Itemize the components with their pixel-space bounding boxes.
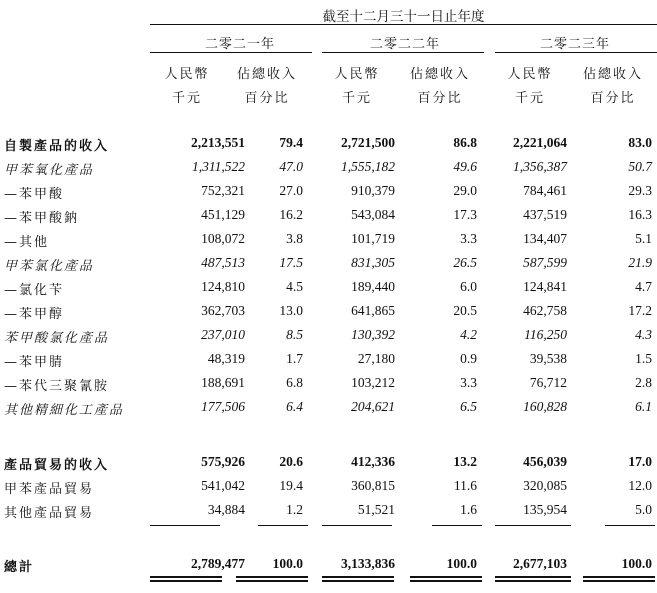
col-header-rmb: 人民幣	[164, 67, 210, 82]
cell-value: 320,085	[523, 478, 567, 493]
row-label: —氯化苄	[4, 283, 65, 298]
table-row	[0, 375, 657, 397]
cell-value: 1,555,182	[341, 159, 395, 174]
cell-value: 360,815	[351, 478, 395, 493]
cell-value: 451,129	[201, 207, 245, 222]
table-row	[0, 327, 657, 349]
cell-value: 21.9	[628, 255, 652, 270]
table-row	[0, 502, 657, 524]
cell-value: 13.2	[453, 454, 477, 469]
cell-value: 0.9	[460, 351, 477, 366]
table-row	[0, 135, 657, 157]
cell-value: 12.0	[628, 478, 652, 493]
cell-value: 1,311,522	[192, 159, 245, 174]
double-rule	[322, 576, 394, 582]
cell-value: 462,758	[523, 303, 567, 318]
double-rule	[410, 576, 482, 582]
row-label: 甲苯氯化產品	[4, 259, 95, 274]
cell-value: 6.4	[286, 399, 303, 414]
row-label: 苯甲酸氯化產品	[4, 331, 110, 346]
cell-value: 189,440	[351, 279, 395, 294]
cell-value: 3.3	[460, 375, 477, 390]
table-row	[0, 159, 657, 181]
table-row	[0, 231, 657, 253]
cell-value: 34,884	[207, 502, 245, 517]
cell-value: 6.5	[460, 399, 477, 414]
cell-value: 116,250	[524, 327, 567, 342]
total-value: 100.0	[446, 556, 477, 571]
cell-value: 86.8	[453, 135, 477, 150]
row-label: 產品貿易的收入	[4, 458, 110, 473]
year-rule-2022	[322, 52, 484, 53]
cell-value: 541,042	[201, 478, 245, 493]
sum-rule	[495, 525, 571, 526]
year-rule-2023	[495, 52, 657, 53]
col-header-percent: 百分比	[244, 91, 290, 106]
total-value: 100.0	[272, 556, 303, 571]
double-rule	[236, 576, 308, 582]
table-row	[0, 399, 657, 421]
cell-value: 16.2	[279, 207, 303, 222]
total-label: 總計	[4, 560, 35, 575]
cell-value: 3.8	[286, 231, 303, 246]
header-rule	[150, 24, 657, 25]
cell-value: 27,180	[357, 351, 395, 366]
cell-value: 51,521	[357, 502, 395, 517]
cell-value: 587,599	[523, 255, 567, 270]
cell-value: 6.1	[635, 399, 652, 414]
cell-value: 177,506	[201, 399, 245, 414]
cell-value: 1.6	[460, 502, 477, 517]
total-value: 2,677,103	[513, 556, 567, 571]
cell-value: 910,379	[351, 183, 395, 198]
cell-value: 17.5	[279, 255, 303, 270]
cell-value: 17.3	[453, 207, 477, 222]
row-label: —苯甲腈	[4, 355, 65, 370]
col-header-percent: 百分比	[417, 91, 463, 106]
cell-value: 83.0	[628, 135, 652, 150]
cell-value: 50.7	[628, 159, 652, 174]
cell-value: 103,212	[351, 375, 395, 390]
row-label: —苯甲酸	[4, 187, 65, 202]
cell-value: 5.0	[635, 502, 652, 517]
cell-value: 11.6	[453, 478, 477, 493]
cell-value: 4.5	[286, 279, 303, 294]
col-header-share: 佔總收入	[582, 67, 643, 82]
cell-value: 456,039	[523, 454, 567, 469]
row-label: 甲苯氧化產品	[4, 163, 95, 178]
cell-value: 543,084	[351, 207, 395, 222]
cell-value: 1.5	[635, 351, 652, 366]
cell-value: 48,319	[207, 351, 245, 366]
cell-value: 487,513	[201, 255, 245, 270]
cell-value: 20.5	[453, 303, 477, 318]
sum-rule	[605, 525, 655, 526]
col-header-percent: 百分比	[590, 91, 636, 106]
row-label: 其他精細化工產品	[4, 403, 125, 418]
cell-value: 29.3	[628, 183, 652, 198]
double-rule	[583, 576, 655, 582]
table-row	[0, 207, 657, 229]
total-value: 100.0	[621, 556, 652, 571]
col-header-share: 佔總收入	[236, 67, 297, 82]
cell-value: 437,519	[523, 207, 567, 222]
cell-value: 6.0	[460, 279, 477, 294]
year-header-2022: 二零二二年	[369, 37, 440, 52]
cell-value: 4.2	[460, 327, 477, 342]
cell-value: 26.5	[453, 255, 477, 270]
cell-value: 160,828	[523, 399, 567, 414]
cell-value: 8.5	[286, 327, 303, 342]
cell-value: 641,865	[351, 303, 395, 318]
row-label: 其他產品貿易	[4, 506, 95, 521]
cell-value: 29.0	[453, 183, 477, 198]
col-header-share: 佔總收入	[409, 67, 470, 82]
sum-rule	[150, 525, 220, 526]
row-label: —其他	[4, 235, 50, 250]
table-row	[0, 303, 657, 325]
cell-value: 124,810	[201, 279, 245, 294]
double-rule	[150, 576, 222, 582]
cell-value: 101,719	[351, 231, 395, 246]
cell-value: 2.8	[635, 375, 652, 390]
cell-value: 79.4	[279, 135, 303, 150]
col-header-thousand: 千元	[171, 91, 202, 106]
table-row	[0, 478, 657, 500]
col-header-rmb: 人民幣	[507, 67, 553, 82]
sum-rule	[258, 525, 308, 526]
col-header-rmb: 人民幣	[334, 67, 380, 82]
row-label: 自製產品的收入	[4, 139, 110, 154]
cell-value: 5.1	[635, 231, 652, 246]
total-value: 3,133,836	[341, 556, 395, 571]
table-row	[0, 454, 657, 476]
table-period-header: 截至十二月三十一日止年度	[322, 9, 485, 25]
cell-value: 17.2	[628, 303, 652, 318]
cell-value: 1.7	[286, 351, 303, 366]
row-label: —苯代三聚氰胺	[4, 379, 110, 394]
cell-value: 831,305	[351, 255, 395, 270]
cell-value: 134,407	[523, 231, 567, 246]
cell-value: 362,703	[201, 303, 245, 318]
year-rule-2021	[150, 52, 312, 53]
cell-value: 1,356,387	[513, 159, 567, 174]
col-header-thousand: 千元	[341, 91, 372, 106]
cell-value: 204,621	[351, 399, 395, 414]
table-row	[0, 351, 657, 373]
row-label: —苯甲醇	[4, 307, 65, 322]
cell-value: 2,721,500	[341, 135, 395, 150]
cell-value: 16.3	[628, 207, 652, 222]
cell-value: 47.0	[279, 159, 303, 174]
table-row	[0, 279, 657, 301]
cell-value: 108,072	[201, 231, 245, 246]
cell-value: 575,926	[201, 454, 245, 469]
cell-value: 19.4	[279, 478, 303, 493]
sum-rule	[432, 525, 482, 526]
row-label: 甲苯產品貿易	[4, 482, 95, 497]
cell-value: 3.3	[460, 231, 477, 246]
table-row	[0, 255, 657, 277]
cell-value: 2,213,551	[191, 135, 245, 150]
cell-value: 4.7	[635, 279, 652, 294]
cell-value: 76,712	[529, 375, 567, 390]
total-row	[0, 556, 657, 578]
cell-value: 17.0	[628, 454, 652, 469]
table-row	[0, 183, 657, 205]
cell-value: 752,321	[201, 183, 245, 198]
cell-value: 4.3	[635, 327, 652, 342]
cell-value: 2,221,064	[513, 135, 567, 150]
cell-value: 39,538	[529, 351, 567, 366]
cell-value: 1.2	[286, 502, 303, 517]
row-label: —苯甲酸鈉	[4, 211, 80, 226]
cell-value: 135,954	[523, 502, 567, 517]
cell-value: 124,841	[523, 279, 567, 294]
cell-value: 412,336	[351, 454, 395, 469]
cell-value: 784,461	[523, 183, 567, 198]
total-value: 2,789,477	[191, 556, 245, 571]
cell-value: 237,010	[201, 327, 245, 342]
cell-value: 130,392	[351, 327, 395, 342]
year-header-2021: 二零二一年	[204, 37, 275, 52]
double-rule	[495, 576, 571, 582]
sum-rule	[322, 525, 392, 526]
cell-value: 13.0	[279, 303, 303, 318]
cell-value: 188,691	[201, 375, 245, 390]
cell-value: 49.6	[453, 159, 477, 174]
year-header-2023: 二零二三年	[539, 37, 610, 52]
col-header-thousand: 千元	[514, 91, 545, 106]
cell-value: 27.0	[279, 183, 303, 198]
cell-value: 6.8	[286, 375, 303, 390]
cell-value: 20.6	[279, 454, 303, 469]
